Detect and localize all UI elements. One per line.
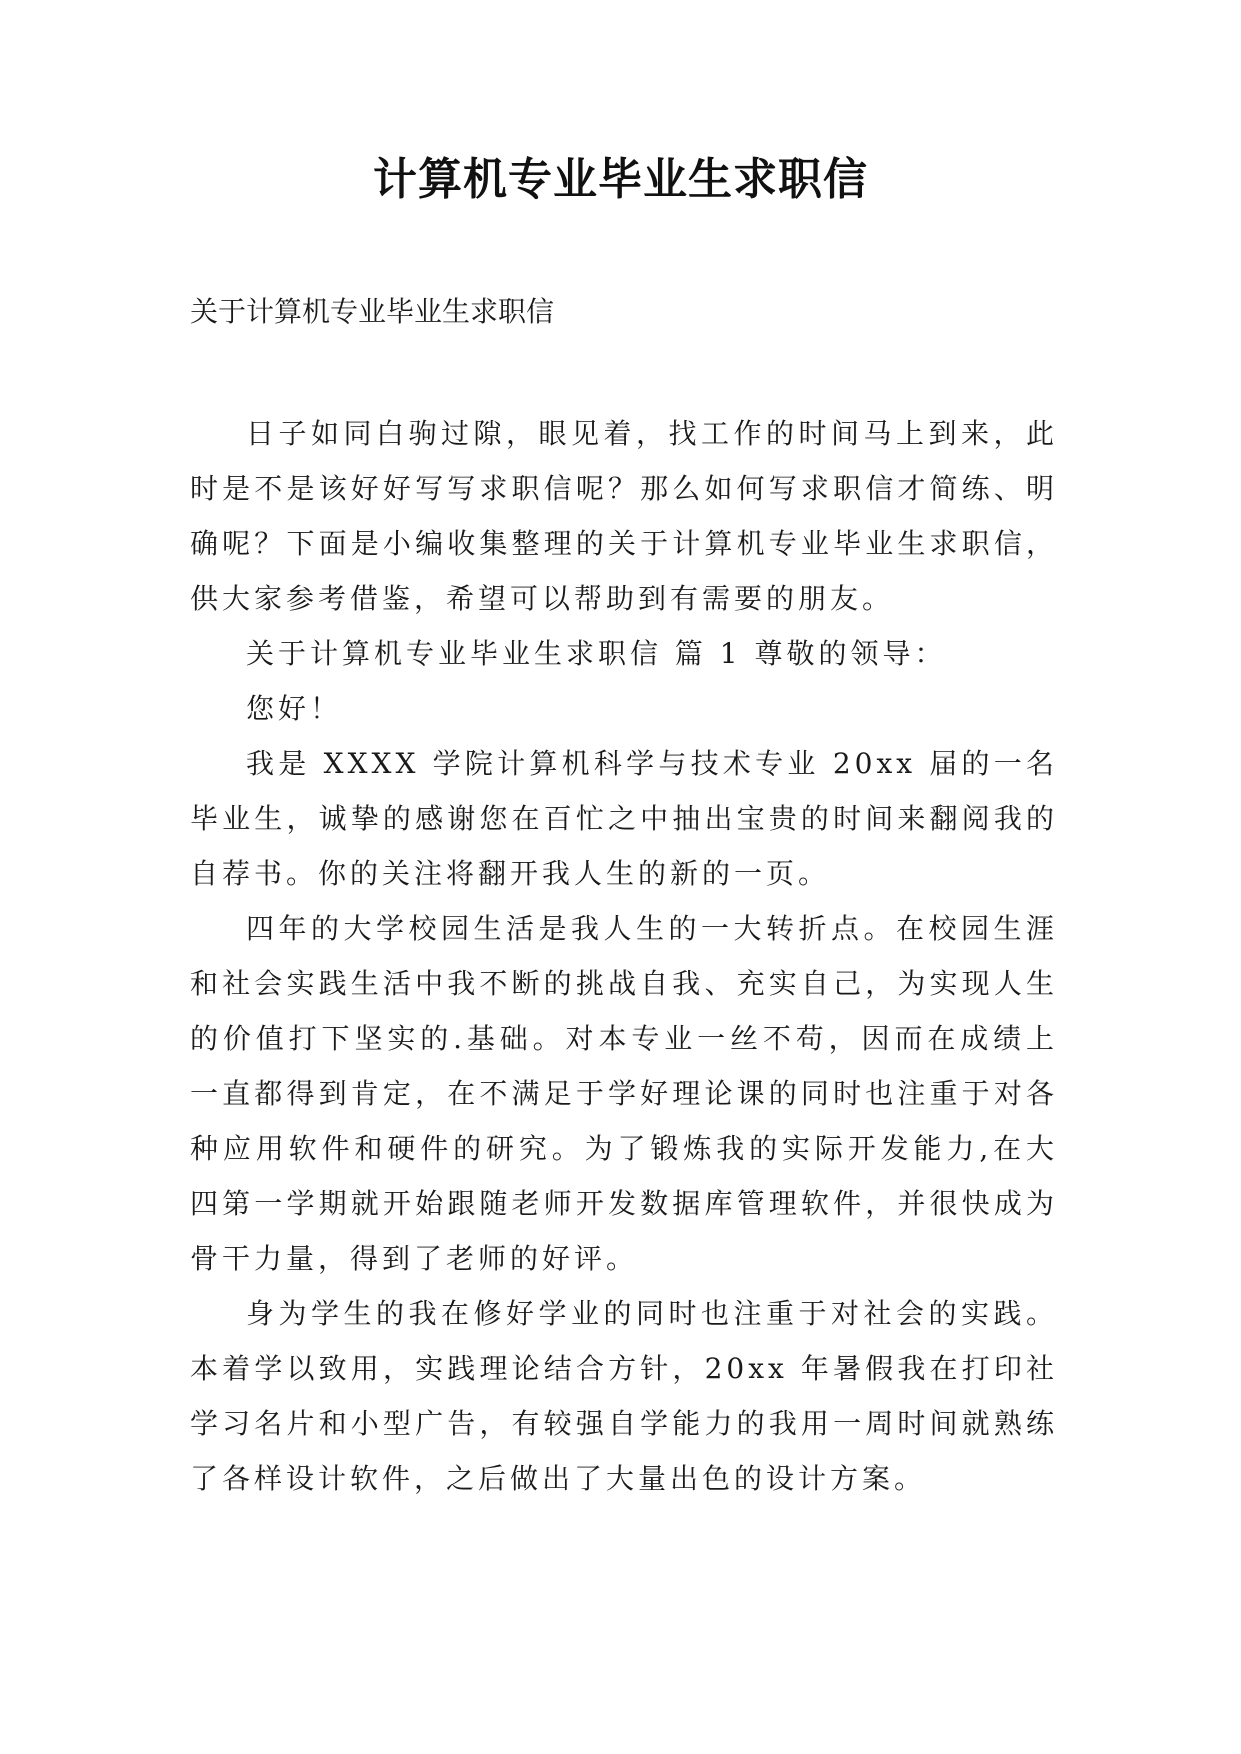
paragraph-intro: 日子如同白驹过隙，眼见着，找工作的时间马上到来，此时是不是该好好写写求职信呢？那么如何写求职信才简练、明确呢？下面是小编收集整理的关于计算机专业毕业生求职信，供大家参考借鉴，希望可以帮助到有需要的朋友。 [190,417,1058,615]
document-body [190,406,1058,1506]
paragraph-practice: 身为学生的我在修好学业的同时也注重于对社会的实践。本着学以致用，实践理论结合方针，20xx 年暑假我在打印社学习名片和小型广告，有较强自学能力的我用一周时间就熟练了各样设计软件，之后做出了大量出色的设计方案。 [190,1297,1058,1495]
paragraph-university-life: 四年的大学校园生活是我人生的一大转折点。在校园生涯和社会实践生活中我不断的挑战自我、充实自己，为实现人生的价值打下坚实的.基础。对本专业一丝不苟，因而在成绩上一直都得到肯定，在不满足于学好理论课的同时也注重于对各种应用软件和硬件的研究。为了锻炼我的实际开发能力,在大四第一学期就开始跟随老师开发数据库管理软件，并很快成为骨干力量，得到了老师的好评。 [190,912,1058,1275]
paragraph-greeting: 您好！ [246,692,343,725]
paragraph-self-introduction: 我是 XXXX 学院计算机科学与技术专业 20xx 届的一名毕业生，诚挚的感谢您在百忙之中抽出宝贵的时间来翻阅我的自荐书。你的关注将翻开我人生的新的一页。 [190,747,1058,890]
paragraph-salutation: 关于计算机专业毕业生求职信 篇 1 尊敬的领导： [246,637,947,670]
document-title: 计算机专业毕业生求职信 [373,154,868,205]
document-subtitle: 关于计算机专业毕业生求职信 [190,295,555,328]
